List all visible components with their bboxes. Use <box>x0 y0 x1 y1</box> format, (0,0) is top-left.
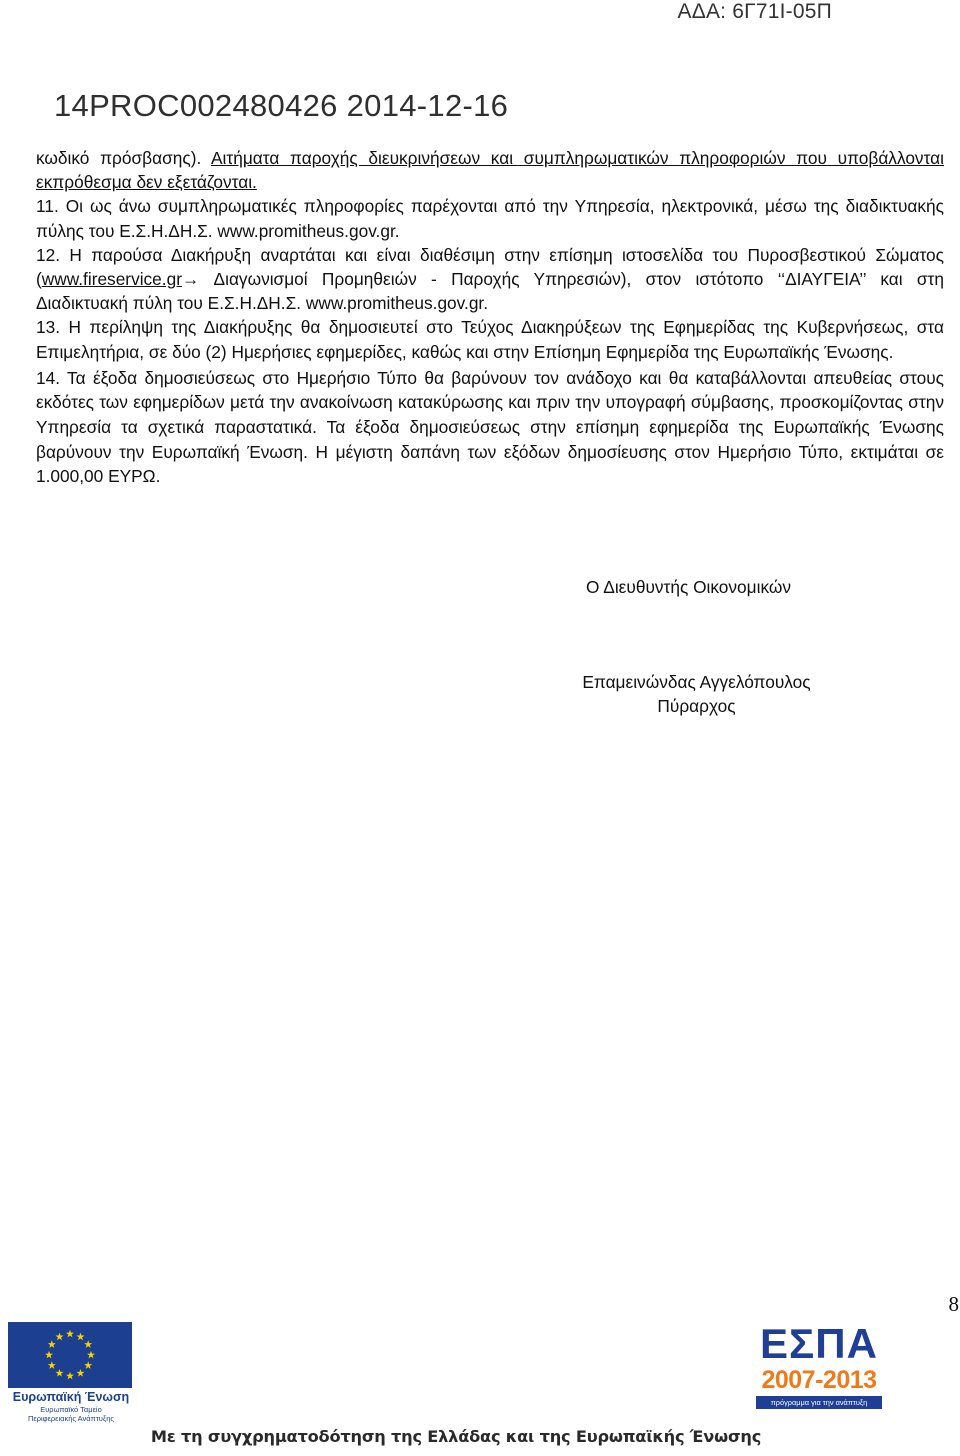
espa-tagline: πρόγραμμα για την ανάπτυξη <box>756 1396 882 1409</box>
signatory-rank: Πύραρχος <box>657 696 736 716</box>
espa-years: 2007-2013 <box>761 1366 877 1394</box>
signatory-name: Επαμεινώνδας Αγγελόπουλος <box>582 672 811 692</box>
eu-fund-line-2: Περιφερειακής Ανάπτυξης <box>27 1414 115 1423</box>
eu-logo <box>8 1322 134 1423</box>
paragraph-12-end: → Διαγωνισμοί Προμηθειών - Παροχής Υπηρεσιών), στον ιστότοπο ‘‘ΔΙΑΥΓΕΙΑ’’ και στη Διαδικτυακή πύλη του Ε.Σ.Η.ΔΗ.Σ. www.promitheus.gov.gr. <box>36 269 944 314</box>
paragraph-11: 11. Οι ως άνω συμπληρωματικές πληροφορίες παρέχονται από την Υπηρεσία, ηλεκτρονικά, μέσω της διαδικτυακής πύλης του Ε.Σ.Η.ΔΗ.Σ. www.promitheus.gov.gr. <box>36 196 944 241</box>
eu-fund-line-1: Ευρωπαϊκό Ταμείο <box>40 1405 102 1414</box>
signatory-block <box>575 670 818 718</box>
clarifications-note: Αιτήματα παροχής διευκρινήσεων και συμπληρωματικών πληροφοριών που υποβάλλονται εκπρόθεσμα δεν εξετάζονται. <box>36 148 944 193</box>
paragraph-12-start: 12. Η παρούσα Διακήρυξη αναρτάται και είναι διαθέσιμη στην επίσημη ιστοσελίδα του Πυροσβεστικού Σώματος ( <box>36 244 944 290</box>
paragraph-13: 13. Η περίληψη της Διακήρυξης θα δημοσιευτεί στο Τεύχος Διακηρύξεων της Εφημερίδας της Κυβερνήσεως, στα Επιμελητήρια, σε δύο (2) Ημερήσιες εφημερίδες, καθώς και στην Επίσημη Εφημερίδα της Ευρωπαϊκής Ένωσης. <box>36 317 944 362</box>
espa-wordmark: ΕΣΠΑ <box>760 1320 878 1367</box>
continuation-text: κωδικό πρόσβασης). <box>36 148 212 168</box>
espa-logo <box>756 1322 882 1409</box>
paragraph-12 <box>36 243 944 316</box>
eu-caption <box>8 1390 134 1423</box>
document-body <box>36 146 944 489</box>
protocol-number: 14PROC002480426 2014-12-16 <box>54 88 509 123</box>
eu-flag-icon <box>8 1322 132 1388</box>
ada-code: ΑΔΑ: 6Γ71Ι-05Π <box>677 0 832 23</box>
cofinancing-footer: Με τη συγχρηματοδότηση της Ελλάδας και της Ευρωπαϊκής Ένωσης <box>150 1427 762 1446</box>
paragraph-continuation <box>36 146 944 194</box>
fireservice-link[interactable]: www.fireservice.gr <box>41 269 182 290</box>
eu-title: Ευρωπαϊκή Ένωση <box>12 1390 130 1404</box>
signatory-title: Ο Διευθυντής Οικονομικών <box>586 577 792 597</box>
page-number: 8 <box>948 1292 959 1316</box>
paragraph-14: 14. Τα έξοδα δημοσιεύσεως στο Ημερήσιο Τύπο θα βαρύνουν τον ανάδοχο και θα καταβάλλονται απευθείας στους εκδότες των εφημερίδων μετά την ανακοίνωση κατακύρωσης και πριν την υπογραφή σύμβασης, προσκομίζοντας στην Υπηρεσία τα σχετικά παραστατικά. Τα έξοδα δημοσιεύσεως στην επίσημη εφημερίδα της Ευρωπαϊκής Ένωσης βαρύνουν την Ευρωπαϊκή Ένωση. Η μέγιστη δαπάνη των εξόδων δημοσίευσης στον Ημερήσιο Τύπο, εκτιμάται σε 1.000,00 ΕΥΡΩ. <box>36 367 944 487</box>
